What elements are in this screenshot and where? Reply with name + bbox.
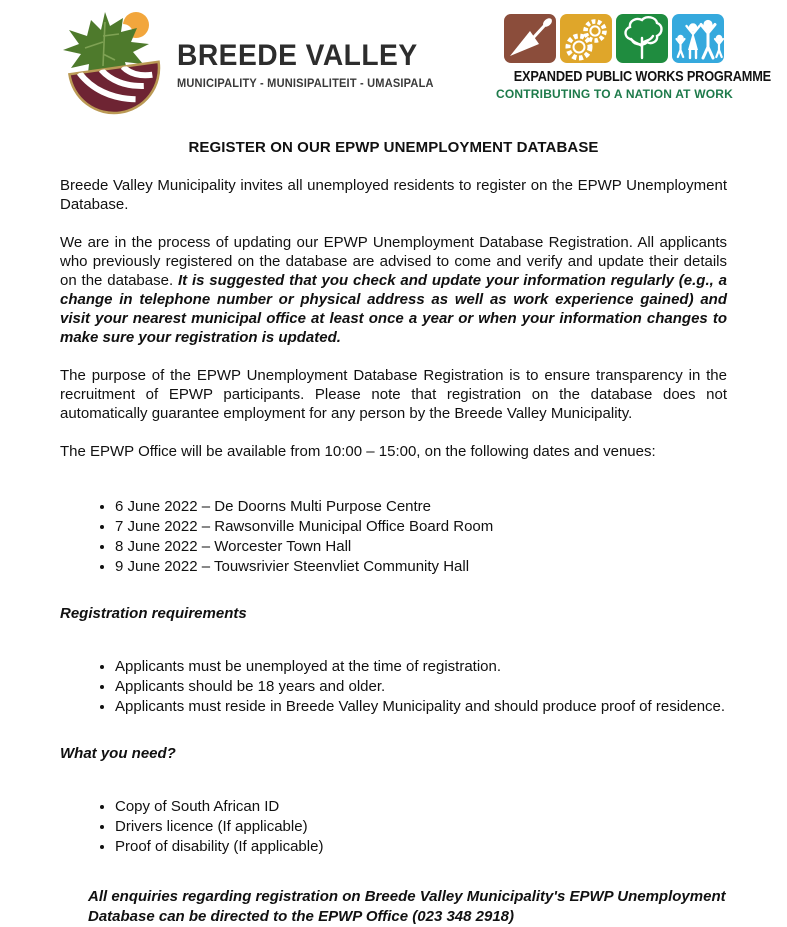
field-icon [69, 62, 164, 119]
brand-name: BREEDE VALLEY [177, 38, 418, 72]
header [0, 0, 787, 112]
paragraph-invitation: Breede Valley Municipality invites all unemployed residents to register on the EPWP Unemployment Database. [60, 177, 727, 213]
epwp-logo [496, 8, 771, 101]
venue-list [60, 497, 727, 577]
paragraph-purpose: The purpose of the EPWP Unemployment Database Registration is to ensure transparency in the recruitment of EPWP participants. Please note that registration on the database does not automatically guarantee employment for any person by the Breede Valley Municipality. [60, 367, 727, 422]
needs-list [60, 797, 727, 857]
venue-item: • 7 June 2022 – Rawsonville Municipal Office Board Room [115, 517, 727, 537]
needs-heading: What you need? [60, 745, 176, 762]
epwp-tiles [496, 14, 732, 63]
paragraph-update-notice [60, 233, 727, 347]
breede-valley-emblem-icon [55, 8, 165, 108]
breede-valley-logo [55, 8, 444, 108]
epwp-tagline: CONTRIBUTING TO A NATION AT WORK [496, 87, 734, 101]
tree-icon [616, 14, 668, 63]
need-item: • Proof of disability (If applicable) [115, 837, 727, 857]
paragraph-update-emphasis: It is suggested that you check and update your information regularly (e.g., a change in telephone number or physical address as well as work experience gained) and visit your nearest municipal office at least once a year or when your information changes to make sure your registration is updated. [60, 272, 727, 346]
venue-item: • 6 June 2022 – De Doorns Multi Purpose Centre [115, 497, 727, 517]
enquiries-note: All enquiries regarding registration on Breede Valley Municipality's EPWP Unemployment Database can be directed to the EPWP Office (023 348 2918) [88, 888, 726, 925]
venue-item: • 9 June 2022 – Touwsrivier Steenvliet Community Hall [115, 557, 727, 577]
venue-item: • 8 June 2022 – Worcester Town Hall [115, 537, 727, 557]
trowel-icon [504, 14, 556, 63]
paragraph-office-hours: The EPWP Office will be available from 10:00 – 15:00, on the following dates and venues: [60, 443, 656, 460]
brand-subtitle: MUNICIPALITY - MUNISIPALITEIT - UMASIPALA [177, 77, 434, 90]
family-icon [672, 14, 724, 63]
requirement-item: • Applicants must reside in Breede Valley Municipality and should produce proof of residence. [115, 697, 727, 717]
document-body [0, 138, 787, 927]
page-title: REGISTER ON OUR EPWP UNEMPLOYMENT DATABASE [188, 139, 599, 156]
requirement-item: • Applicants should be 18 years and older. [115, 677, 727, 697]
gears-icon [560, 14, 612, 63]
need-item: • Copy of South African ID [115, 797, 727, 817]
breede-valley-wordmark [177, 27, 444, 90]
epwp-title: EXPANDED PUBLIC WORKS PROGRAMME [513, 68, 771, 85]
requirement-item: • Applicants must be unemployed at the time of registration. [115, 657, 727, 677]
paragraph-update-normal: We are in the process of updating our EPWP Unemployment Database Registration. All applicants who previously registered on the database are advised to come and verify and update their details on the database. [60, 234, 727, 289]
requirements-heading: Registration requirements [60, 605, 247, 622]
requirements-list [60, 657, 727, 717]
need-item: • Drivers licence (If applicable) [115, 817, 727, 837]
